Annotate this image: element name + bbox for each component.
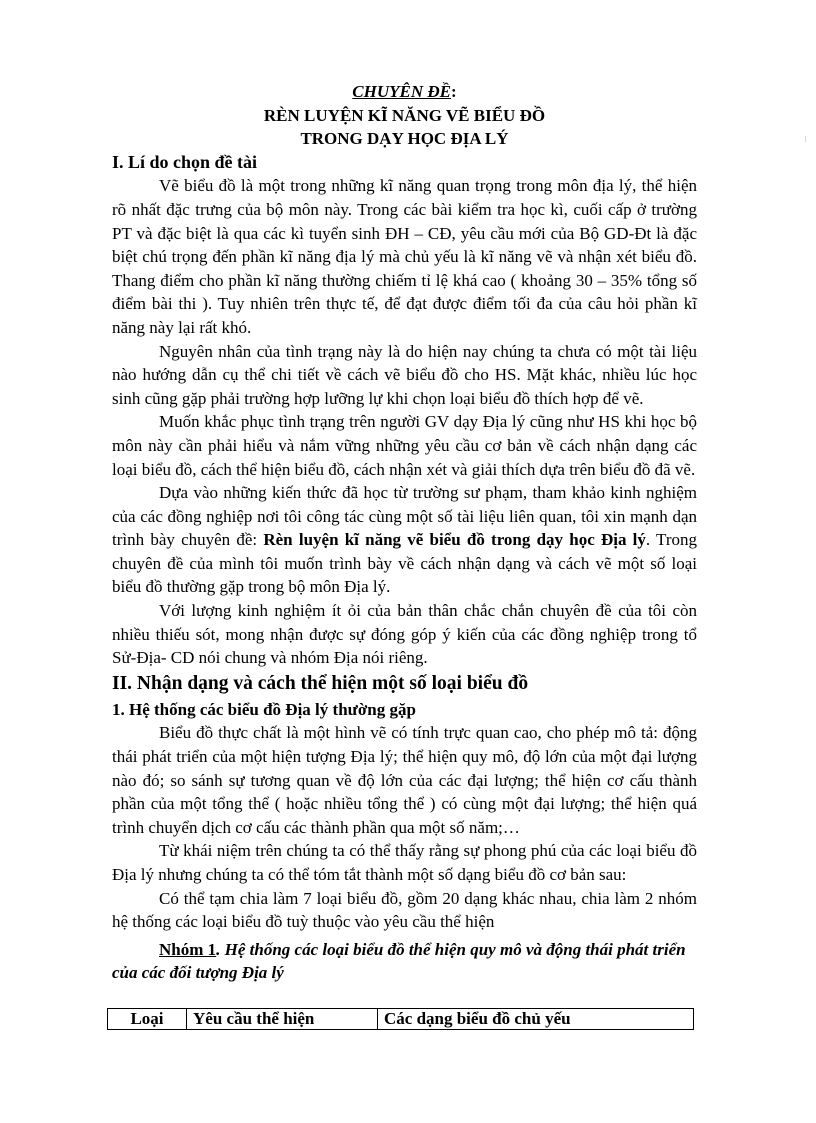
table-header-cell: Yêu cầu thể hiện — [187, 1008, 378, 1029]
group-1-heading — [112, 938, 697, 985]
header-label-line — [112, 80, 697, 104]
table-header-cell: Các dạng biểu đồ chủ yếu — [378, 1008, 694, 1029]
page-corner-mark — [805, 136, 812, 142]
table-header-cell: Loại — [108, 1008, 187, 1029]
section2-paragraph-2: Từ khái niệm trên chúng ta có thể thấy rằng sự phong phú của các loại biểu đồ Địa lý nhưng chúng ta có thể tóm tắt thành một số dạng biểu đồ cơ bản sau: — [112, 841, 697, 884]
section2-paragraph-1: Biểu đồ thực chất là một hình vẽ có tính trực quan cao, cho phép mô tả: động thái phát triển của một hiện tượng Địa lý; thể hiện quy mô, độ lớn của một đại lượng nào đó; so sánh sự tương quan về độ lớn của các đại lượng; thể hiện cơ cấu thành phần của một tổng thể ( hoặc nhiều tổng thể ) có cùng một đại lượng; thể hiện quá trình chuyển dịch cơ cấu các thành phần qua một số năm;… — [112, 723, 697, 837]
header-label: CHUYÊN ĐỀ — [352, 82, 452, 101]
section2-sub1: 1. Hệ thống các biểu đồ Địa lý thường gặp — [112, 699, 416, 719]
p4-end: . Trong chuyên đề của mình tôi muốn trình bày về cách nhận dạng và cách vẽ một số loại biểu đồ thường gặp trong bộ môn Địa lý. — [112, 530, 698, 597]
header-title-2: TRONG DẠY HỌC ĐỊA LÝ — [300, 129, 509, 149]
section1-paragraph-4 — [112, 481, 697, 599]
section2-paragraph-3: Có thể tạm chia làm 7 loại biểu đồ, gồm 20 dạng khác nhau, chia làm 2 nhóm hệ thống các loại biểu đồ tuỳ thuộc vào yêu cầu thể hiện — [112, 888, 697, 932]
group-1-text: . Hệ thống các loại biểu đồ thể hiện quy mô và động thái phát triển của các đối tượng Địa lý — [112, 939, 686, 983]
section1-paragraph-3: Muốn khắc phục tình trạng trên người GV dạy Địa lý cũng như HS khi học bộ môn này cần phải hiểu và nắm vững những yêu cầu cơ bản về cách nhận dạng các loại biểu đồ, cách thể hiện biểu đồ, cách nhận xét và giải thích dựa trên biểu đồ đã vẽ. — [112, 412, 697, 479]
section1-paragraph-5: Với lượng kinh nghiệm ít ỏi của bản thân chắc chắn chuyên đề của tôi còn nhiều thiếu sót, mong nhận được sự đóng góp ý kiến của các đồng nghiệp trong tổ Sử-Địa- CD nói chung và nhóm Địa nói riêng. — [112, 601, 697, 668]
chart-type-table — [107, 1008, 694, 1030]
p4-start: Dựa vào những kiến thức đã học từ trường sư phạm, tham khảo kinh nghiệm của các đồng nghiệp nơi tôi công tác cùng một số tài liệu liên quan, tôi xin mạnh dạn trình bày chuyên đề: — [112, 483, 697, 550]
section1-paragraph-2: Nguyên nhân của tình trạng này là do hiện nay chúng ta chưa có một tài liệu nào hướng dẫn cụ thể chi tiết về cách vẽ biểu đồ cho HS. Mặt khác, nhiều lúc học sinh cũng gặp phải trường hợp lưỡng lự khi chọn loại biểu đồ thích hợp để vẽ. — [112, 341, 697, 408]
section1-heading: I. Lí do chọn đề tài — [112, 151, 258, 172]
section1-paragraph-1: Vẽ biểu đồ là một trong những kĩ năng quan trọng trong môn địa lý, thể hiện rõ nhất đặc trưng của bộ môn này. Trong các bài kiểm tra học kì, cuối cấp ở trường PT và đặc biệt là qua các kì tuyển sinh ĐH – CĐ, yêu cầu mới của Bộ GD-Đt là đặc biệt chú trọng đến phần kĩ năng địa lý mà chủ yếu là kĩ năng vẽ và nhận xét biểu đồ. Thang điểm cho phần kĩ năng thường chiếm tỉ lệ khá cao ( khoảng 30 – 35% tổng số điểm bài thi ). Tuy nhiên trên thực tế, để đạt được điểm tối đa của câu hỏi phần kĩ năng này lại rất khó. — [112, 176, 697, 337]
group-1-label: Nhóm 1 — [159, 939, 217, 959]
header-colon: : — [451, 82, 457, 101]
document-page — [112, 80, 697, 1030]
table-header-row — [108, 1008, 694, 1029]
p4-bold: Rèn luyện kĩ năng vẽ biểu đồ trong dạy học Địa lý — [263, 530, 646, 550]
section2-heading: II. Nhận dạng và cách thể hiện một số loại biểu đồ — [112, 672, 529, 694]
header-title-1: RÈN LUYỆN KĨ NĂNG VẼ BIỂU ĐỒ — [263, 105, 546, 125]
doc-header — [112, 80, 697, 151]
